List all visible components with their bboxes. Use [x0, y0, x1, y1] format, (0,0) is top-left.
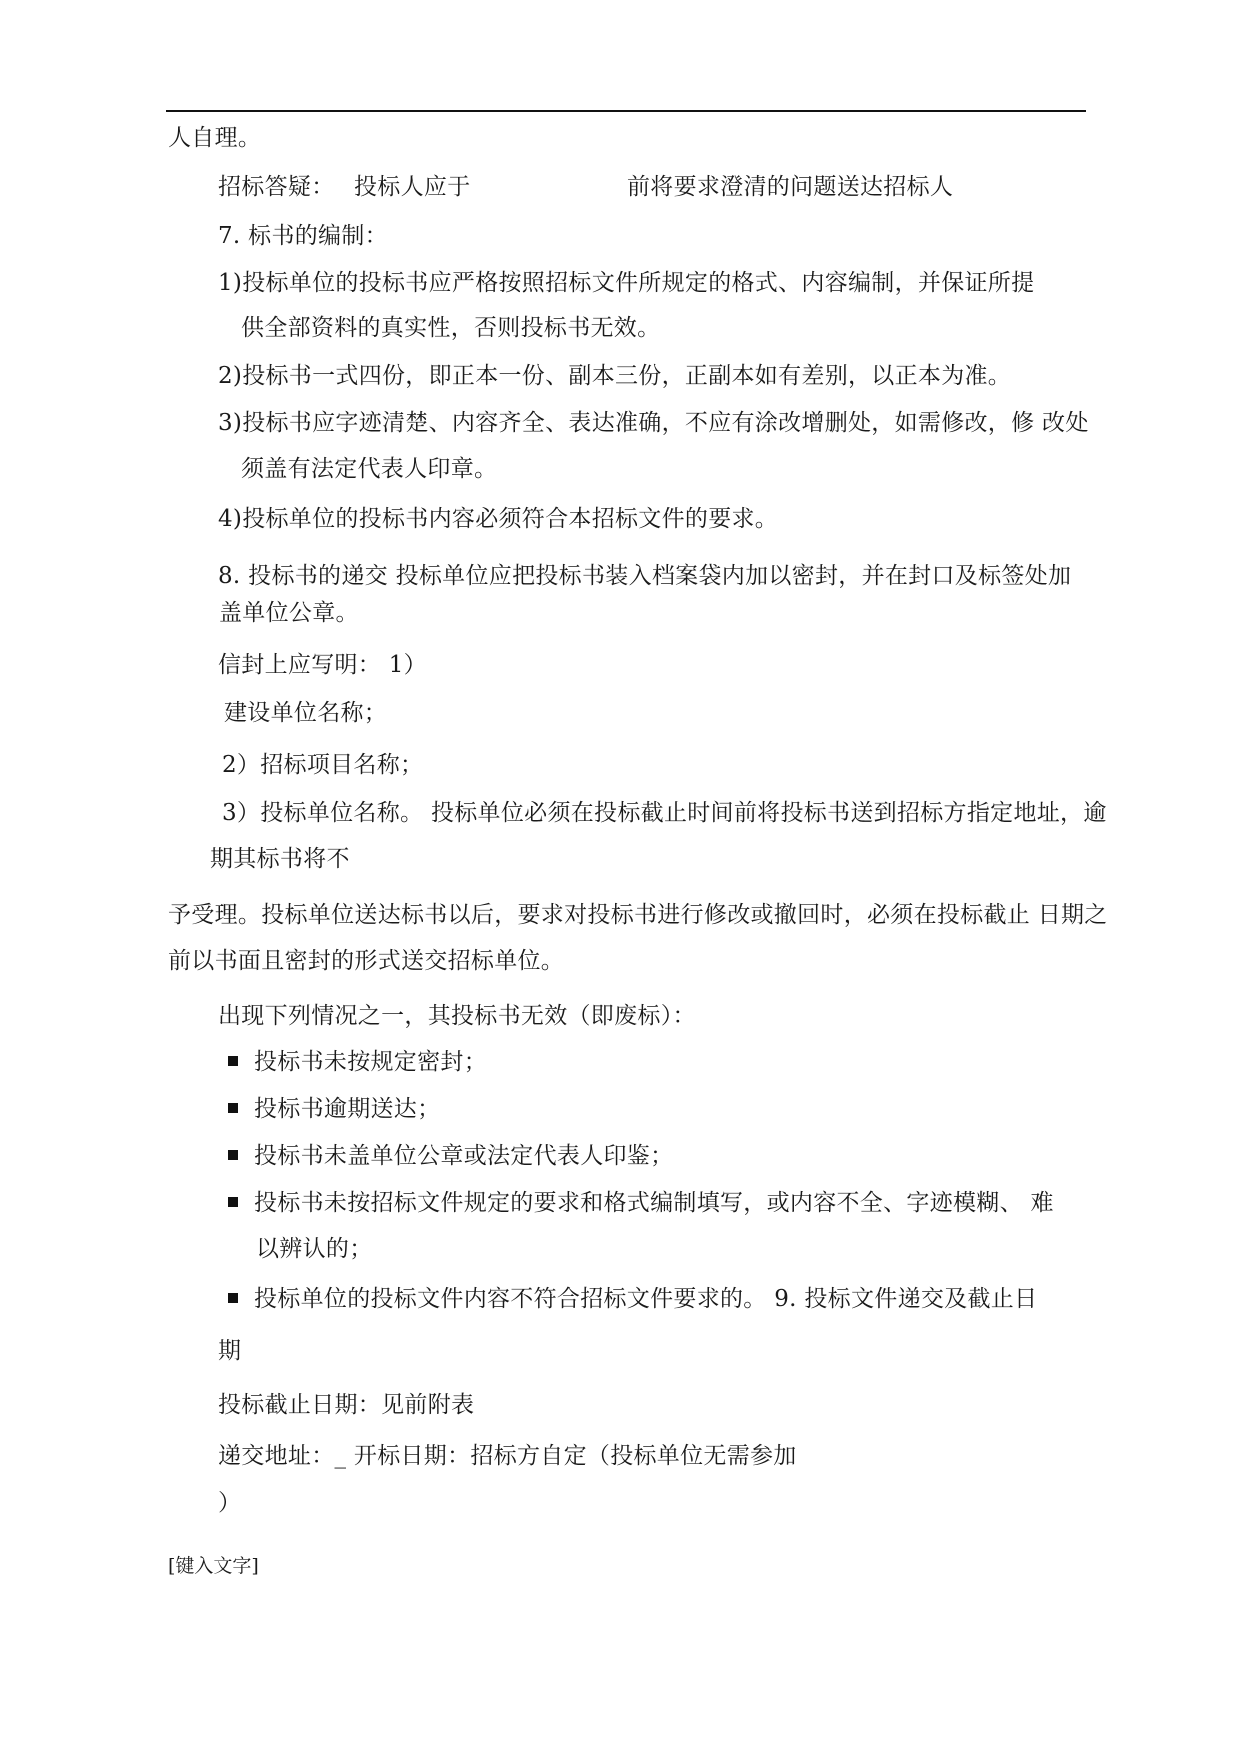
text-line: 以辨认的； — [256, 1236, 373, 1262]
header-rule — [166, 110, 1086, 112]
list-item: 投标书未按招标文件规定的要求和格式编制填写，或内容不全、字迹模糊、 难 — [228, 1188, 1054, 1218]
bullet-square-icon — [228, 1293, 238, 1303]
text-line: 4)投标单位的投标书内容必须符合本招标文件的要求。 — [218, 506, 779, 532]
text-line: 予受理。投标单位送达标书以后，要求对投标书进行修改或撤回时，必须在投标截止 日期之 — [168, 902, 1108, 928]
text-line: 期其标书将不 — [210, 846, 350, 872]
text-line: 供全部资料的真实性，否则投标书无效。 — [241, 315, 661, 341]
bullet-square-icon — [228, 1150, 238, 1160]
text-line: 投标截止日期：见前附表 — [218, 1392, 475, 1418]
text-line: 建设单位名称； — [224, 700, 388, 726]
list-item: 投标书未按规定密封； — [228, 1047, 487, 1077]
text-line: 2)投标书一式四份，即正本一份、副本三份，正副本如有差别，以正本为准。 — [218, 363, 1012, 389]
text-line: 递交地址：_ 开标日期：招标方自定（投标单位无需参加 — [218, 1443, 797, 1469]
text-line: 3)投标书应字迹清楚、内容齐全、表达准确，不应有涂改增删处，如需修改，修 改处 — [218, 410, 1089, 436]
list-item: 投标书逾期送达； — [228, 1094, 440, 1124]
list-item: 投标单位的投标文件内容不符合招标文件要求的。 9. 投标文件递交及截止日 — [228, 1284, 1037, 1314]
text-line: 前将要求澄清的问题送达招标人 — [627, 174, 954, 200]
page-footer: [键入文字] — [168, 1555, 259, 1577]
text-line: 1)投标单位的投标书应严格按照招标文件所规定的格式、内容编制，并保证所提 — [218, 270, 1035, 296]
list-item: 投标书未盖单位公章或法定代表人印鉴； — [228, 1141, 673, 1171]
bullet-square-icon — [228, 1056, 238, 1066]
section-heading: 8. 投标书的递交 投标单位应把投标书装入档案袋内加以密封，并在封口及标签处加 — [218, 563, 1072, 589]
text-line: 2）招标项目名称； — [222, 752, 424, 778]
text-line: 3）投标单位名称。 投标单位必须在投标截止时间前将投标书送到招标方指定地址，逾 — [222, 800, 1107, 826]
text-line: 盖单位公章。 — [219, 600, 359, 626]
text-line: 投标人应于 — [354, 174, 471, 200]
text-line: 人自理。 — [168, 125, 262, 151]
section-heading: 7. 标书的编制： — [218, 223, 388, 249]
bullet-square-icon — [228, 1197, 238, 1207]
text-line: 信封上应写明： 1） — [218, 652, 427, 678]
text-line: ） — [218, 1490, 242, 1516]
text-line: 出现下列情况之一，其投标书无效（即废标）： — [218, 1003, 696, 1029]
text-line: 前以书面且密封的形式送交招标单位。 — [168, 948, 565, 974]
bullet-square-icon — [228, 1103, 238, 1113]
text-line: 须盖有法定代表人印章。 — [241, 456, 498, 482]
text-line: 期 — [218, 1338, 242, 1364]
text-line: 招标答疑： — [218, 174, 335, 200]
